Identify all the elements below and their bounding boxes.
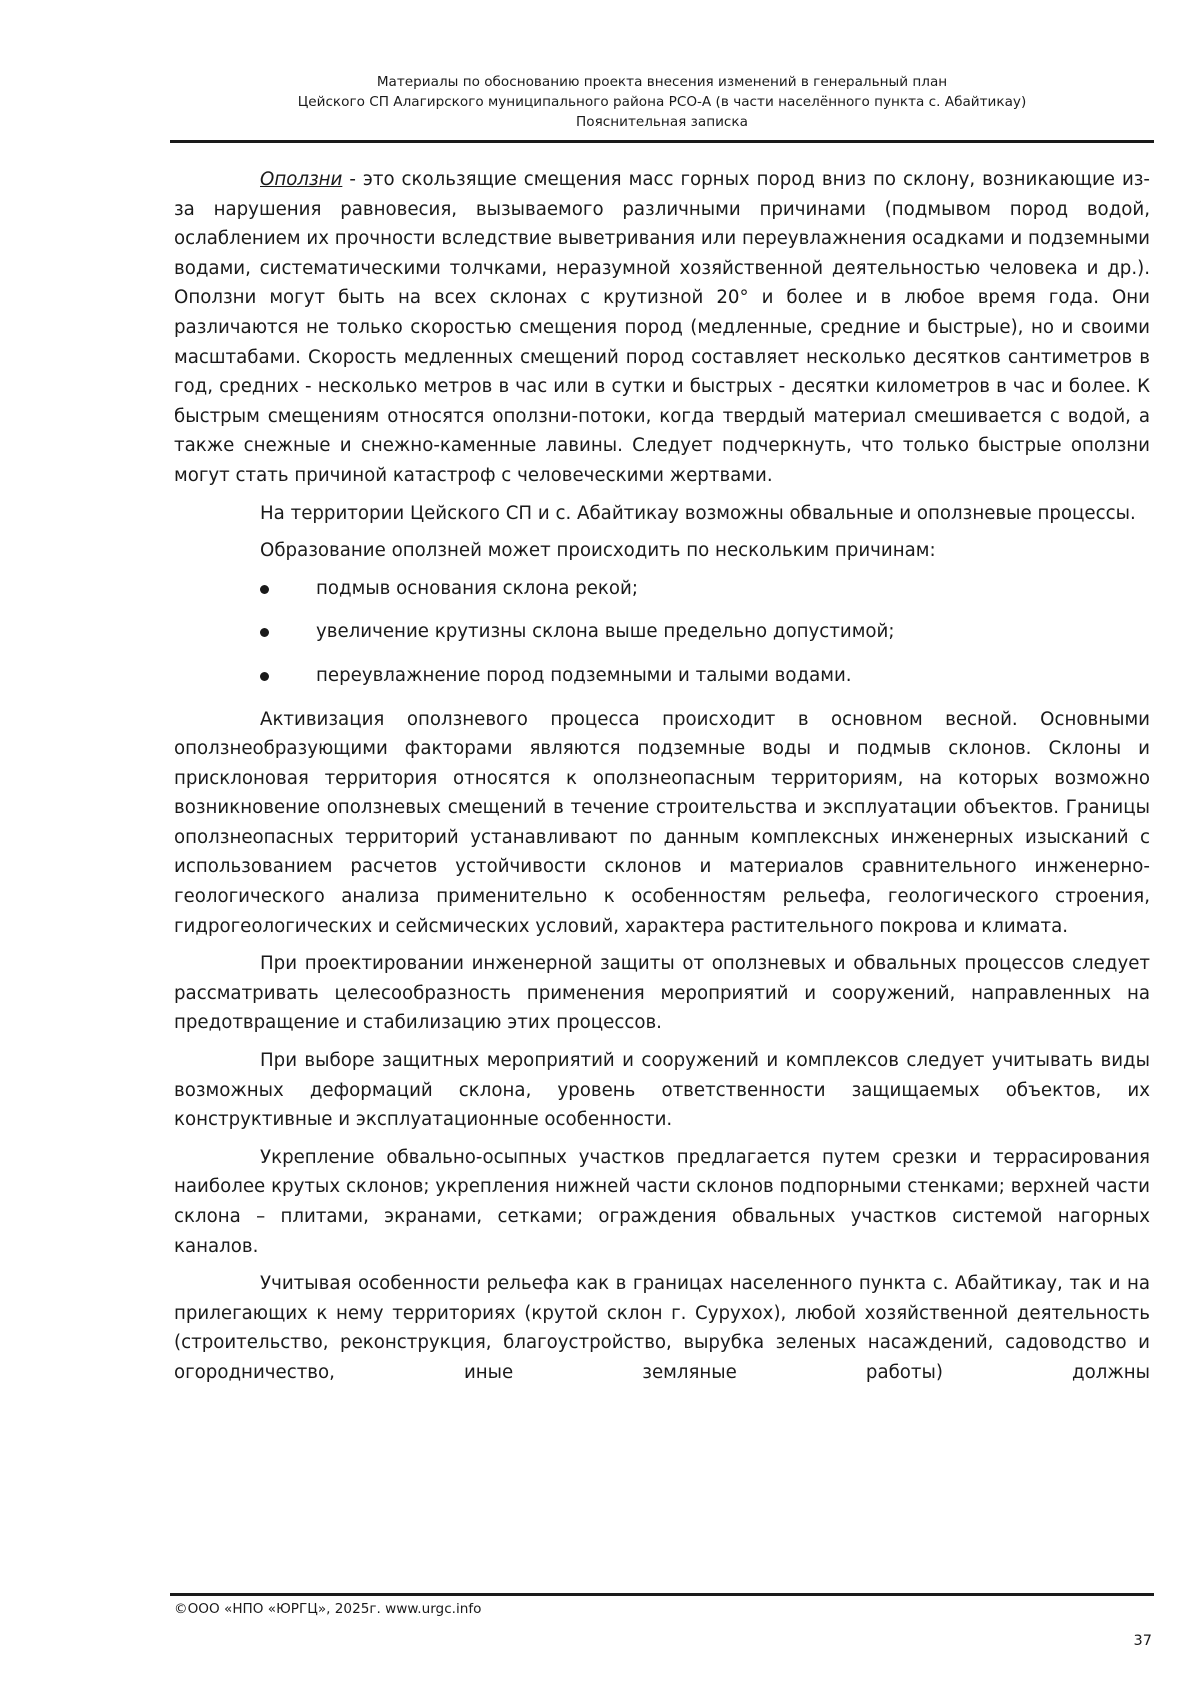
bullet-icon [260,672,269,681]
bullet-icon [260,585,269,594]
header-line-2: Цейского СП Алагирского муниципального района РСО-А (в части населённого пункта с. Абайтикау) [297,94,1027,110]
header-line-1: Материалы по обоснованию проекта внесения изменений в генеральный план [376,74,948,90]
document-body [174,165,1150,1388]
paragraph-engineering-protection: При проектировании инженерной защиты от оползневых и обвальных процессов следует рассматривать целесообразность применения мероприятий и сооружений, направленных на предотвращение и стабилизацию этих процессов. [174,953,1150,1034]
bullet-icon [260,628,269,637]
paragraph-territory: На территории Цейского СП и с. Абайтикау возможны обвальные и оползневые процессы. [260,502,1136,524]
list-item-text: переувлажнение пород подземными и талыми водами. [316,664,852,686]
term-landslides: Оползни [260,169,343,190]
list-item [174,617,1150,647]
paragraph-landslides-definition [174,165,1150,491]
header-divider [170,140,1154,143]
paragraph-protective-measures: При выборе защитных мероприятий и сооружений и комплексов следует учитывать виды возможных деформаций склона, уровень ответственности защищаемых объектов, их конструктивные и эксплуатационные особенности. [174,1050,1150,1131]
list-item-text: увеличение крутизны склона выше предельно допустимой; [316,621,895,643]
footer-divider [170,1593,1154,1596]
paragraph-activation: Активизация оползневого процесса происходит в основном весной. Основными оползнеобразующими факторами являются подземные воды и подмыв склонов. Склоны и присклоновая территория относятся к оползнеопасным территориям, на которых возможно возникновение оползневых смещений в течение строительства и эксплуатации объектов. Границы оползнеопасных территорий устанавливают по данным комплексных инженерных изысканий с использованием расчетов устойчивости склонов и материалов сравнительного инженерно-геологического анализа применительно к особенностям рельефа, геологического строения, гидрогеологических и сейсмических условий, характера растительного покрова и климата. [174,708,1150,937]
list-item [174,661,1150,691]
page-header [170,72,1154,132]
list-item [174,574,1150,604]
paragraph-relief: Учитывая особенности рельефа как в границах населенного пункта с. Абайтикау, так и на прилегающих к нему территориях (крутой склон г. Сурухох), любой хозяйственной деятельность (строительство, реконструкция, благоустройство, вырубка зеленых насаждений, садоводство и огородничество, иные земляные работы) должны [174,1273,1150,1383]
causes-list [174,574,1150,691]
footer-copyright: ©ООО «НПО «ЮРГЦ», 2025г. www.urgc.info [174,1601,482,1617]
paragraph-reinforcement: Укрепление обвально-осыпных участков предлагается путем срезки и террасирования наиболее крутых склонов; укрепления нижней части склонов подпорными стенками; верхней части склона – плитами, экранами, сетками; ограждения обвальных участков системой нагорных каналов. [174,1146,1150,1257]
list-item-text: подмыв основания склона рекой; [316,577,638,599]
paragraph-text: - это скользящие смещения масс горных пород вниз по склону, возникающие из-за нарушения равновесия, вызываемого различными причинами (подмывом пород водой, ослаблением их прочности вследствие выветривания или переувлажнения осадками и подземными водами, систематическими толчками, неразумной хозяйственной деятельностью человека и др.). Оползни могут быть на всех склонах с крутизной 20° и более и в любое время года. Они различаются не только скоростью смещения пород (медленные, средние и быстрые), но и своими масштабами. Скорость медленных смещений пород составляет несколько десятков сантиметров в год, средних - несколько метров в час или в сутки и быстрых - десятки километров в час и более. К быстрым смещениям относятся оползни-потоки, когда твердый материал смешивается с водой, а также снежные и снежно-каменные лавины. Следует подчеркнуть, что только быстрые оползни могут стать причиной катастроф с человеческими жертвами. [174,169,1150,486]
paragraph-causes-intro: Образование оползней может происходить по нескольким причинам: [260,540,936,562]
page-number: 37 [1133,1633,1152,1649]
header-line-3: Пояснительная записка [576,114,748,130]
